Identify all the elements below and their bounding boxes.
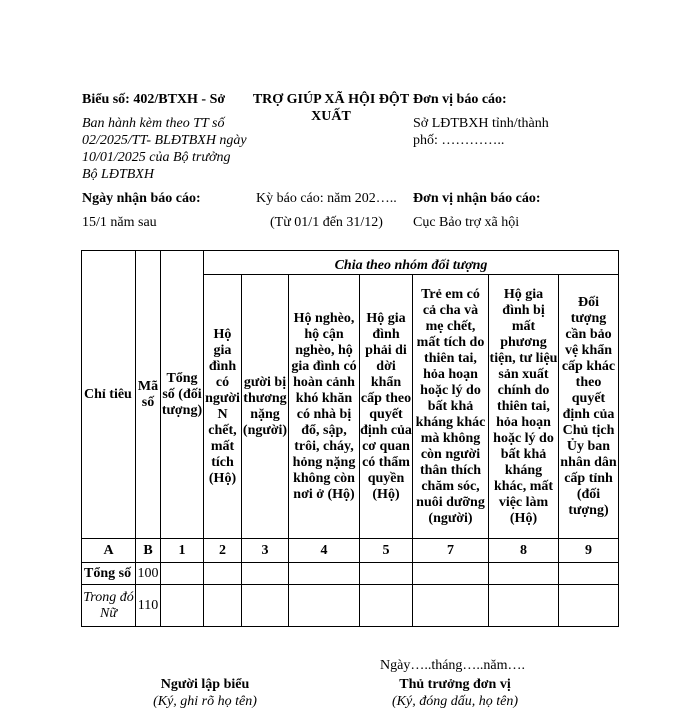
data-cell[interactable] xyxy=(413,563,489,585)
index-cell: 1 xyxy=(161,539,204,563)
received-date-value: 15/1 năm sau xyxy=(82,215,157,230)
received-date-label: Ngày nhận báo cáo: xyxy=(82,191,201,206)
index-cell: 5 xyxy=(360,539,413,563)
row-label: Trong đó Nữ xyxy=(82,585,136,627)
preparer-title: Người lập biểu xyxy=(160,677,250,692)
header-tong-so: Tổng số (đối tượng) xyxy=(161,251,204,539)
index-cell: 4 xyxy=(289,539,360,563)
header-col-4: Hộ nghèo, hộ cận nghèo, hộ gia đình có hoàn cảnh khó khăn có nhà bị đổ, sập, trôi, cháy, hỏng nặng không còn nơi ở (Hộ) xyxy=(289,275,360,539)
data-cell[interactable] xyxy=(242,563,289,585)
data-cell[interactable] xyxy=(161,563,204,585)
preparer-note: (Ký, ghi rõ họ tên) xyxy=(153,694,257,709)
data-cell[interactable] xyxy=(360,585,413,627)
index-cell: 2 xyxy=(204,539,242,563)
header-col-8: Hộ gia đình bị mất phương tiện, tư liệu sản xuất chính do thiên tai, hỏa hoạn hoặc lý do bất khả kháng khác, mất việc làm (Hộ) xyxy=(489,275,559,539)
report-period-range: (Từ 01/1 đến 31/12) xyxy=(270,215,383,230)
row-label: Tổng số xyxy=(82,563,136,585)
data-cell[interactable] xyxy=(242,585,289,627)
data-cell[interactable] xyxy=(360,563,413,585)
receiving-unit-label: Đơn vị nhận báo cáo: xyxy=(413,191,541,206)
data-cell[interactable] xyxy=(289,563,360,585)
header-col-5: Hộ gia đình phải di dời khẩn cấp theo quyết định của cơ quan có thẩm quyền (Hộ) xyxy=(360,275,413,539)
header-col-7: Trẻ em có cả cha và mẹ chết, mất tích do thiên tai, hỏa hoạn hoặc lý do bất khả kháng khác mà không còn người thân thích chăm sóc, nuôi dưỡng (người) xyxy=(413,275,489,539)
report-period-label: Kỳ báo cáo: năm 202….. xyxy=(256,191,397,206)
data-cell[interactable] xyxy=(204,585,242,627)
reporting-unit-value: Sở LĐTBXH tỉnh/thành phố: ………….. xyxy=(413,116,549,148)
data-cell[interactable] xyxy=(489,563,559,585)
data-cell[interactable] xyxy=(161,585,204,627)
index-cell: 7 xyxy=(413,539,489,563)
index-cell: 8 xyxy=(489,539,559,563)
statistics-table xyxy=(81,250,619,627)
date-line: Ngày…..tháng…..năm…. xyxy=(380,658,526,673)
data-cell[interactable] xyxy=(204,563,242,585)
table-row xyxy=(82,563,619,585)
reporting-unit-label: Đơn vị báo cáo: xyxy=(413,92,507,107)
index-cell: B xyxy=(136,539,161,563)
header-col-9: Đối tượng cần bảo vệ khẩn cấp khác theo quyết định của Chủ tịch Ủy ban nhân dân cấp tỉnh (đối tượng) xyxy=(559,275,619,539)
data-cell[interactable] xyxy=(289,585,360,627)
data-cell[interactable] xyxy=(559,585,619,627)
group-header: Chia theo nhóm đối tượng xyxy=(204,251,619,275)
form-number: Biểu số: 402/BTXH - Sở xyxy=(82,92,226,107)
data-cell[interactable] xyxy=(413,585,489,627)
row-code: 100 xyxy=(136,563,161,585)
table-row xyxy=(82,585,619,627)
header-chi-tieu: Chỉ tiêu xyxy=(82,251,136,539)
data-cell[interactable] xyxy=(489,585,559,627)
receiving-unit-value: Cục Bảo trợ xã hội xyxy=(413,215,520,230)
report-title: TRỢ GIÚP XÃ HỘI ĐỘT XUẤT xyxy=(252,92,410,124)
header-ma-so: Mã số xyxy=(136,251,161,539)
unit-head-title: Thủ trưởng đơn vị xyxy=(399,677,511,692)
unit-head-note: (Ký, đóng dấu, họ tên) xyxy=(392,694,518,709)
header-col-3: gười bị thương nặng (người) xyxy=(242,275,289,539)
row-code: 110 xyxy=(136,585,161,627)
index-cell: 9 xyxy=(559,539,619,563)
index-cell: A xyxy=(82,539,136,563)
header-col-2: Hộ gia đình có người N chết, mất tích (Hộ) xyxy=(204,275,242,539)
data-cell[interactable] xyxy=(559,563,619,585)
index-cell: 3 xyxy=(242,539,289,563)
issued-note: Ban hành kèm theo TT số 02/2025/TT- BLĐTBXH ngày 10/01/2025 của Bộ trưởng Bộ LĐTBXH xyxy=(82,116,247,182)
